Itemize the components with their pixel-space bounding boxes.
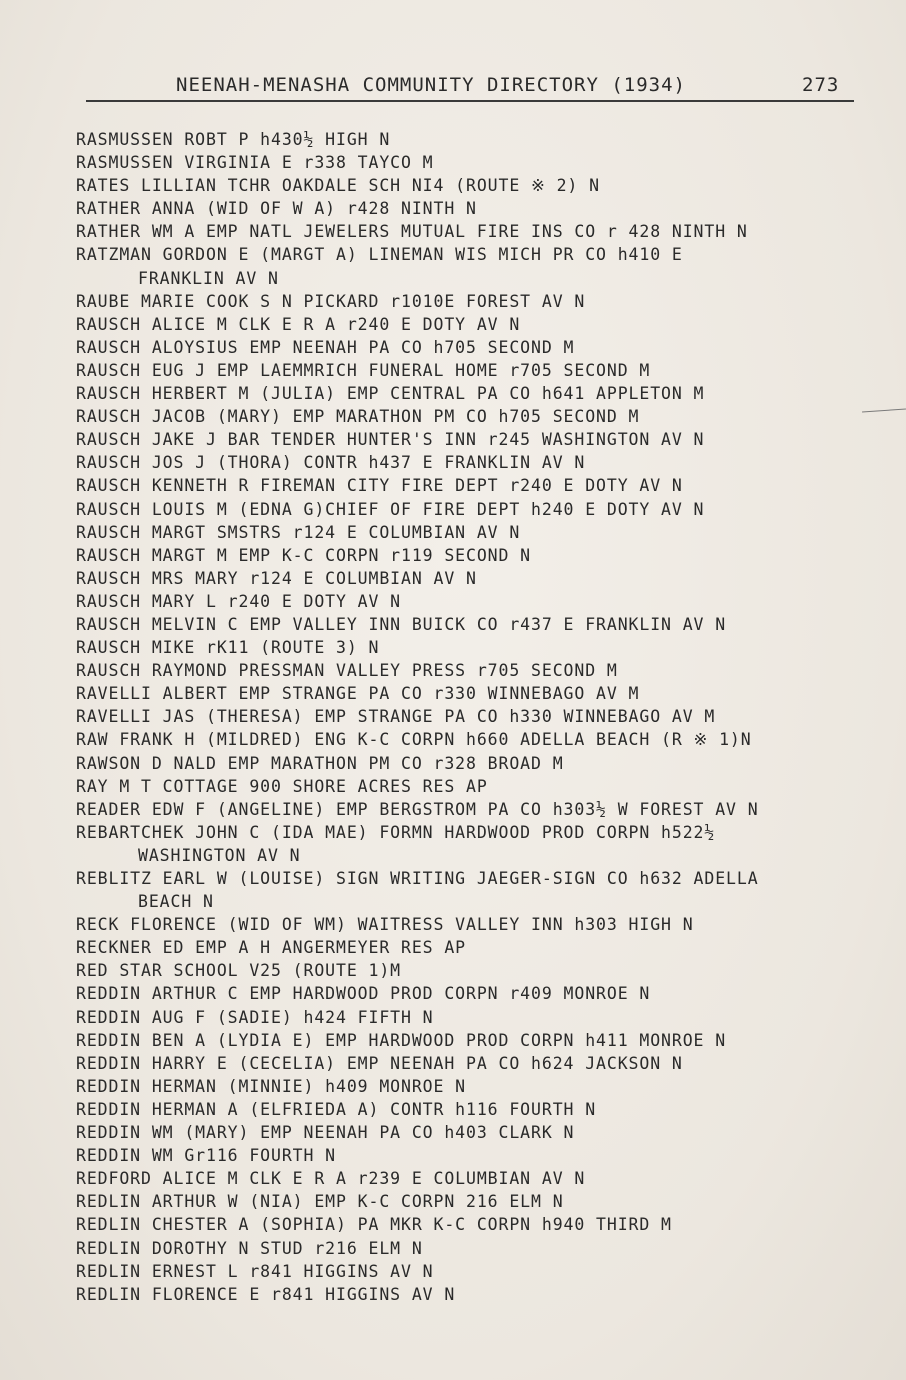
directory-entry-continuation: BEACH N: [138, 892, 214, 912]
directory-entry: REDLIN CHESTER A (SOPHIA) PA MKR K-C CORPN h940 THIRD M: [76, 1215, 672, 1235]
directory-entry: REDLIN ERNEST L r841 HIGGINS AV N: [76, 1261, 434, 1281]
directory-entry: REDDIN ARTHUR C EMP HARDWOOD PROD CORPN r409 MONROE N: [76, 984, 651, 1004]
page-number: 273: [802, 74, 840, 96]
directory-entry: RASMUSSEN VIRGINIA E r338 TAYCO M: [76, 153, 434, 173]
directory-entry: RAUSCH MARY L r240 E DOTY AV N: [76, 591, 402, 611]
directory-entry: RAUSCH ALOYSIUS EMP NEENAH PA CO h705 SECOND M: [76, 337, 575, 357]
directory-entries: [76, 128, 896, 1306]
directory-entry: REDDIN AUG F (SADIE) h424 FIFTH N: [76, 1007, 434, 1027]
directory-entry: REDDIN WM Gr116 FOURTH N: [76, 1146, 337, 1166]
directory-entry: RAUSCH JACOB (MARY) EMP MARATHON PM CO h705 SECOND M: [76, 407, 640, 427]
directory-entry: REDLIN FLORENCE E r841 HIGGINS AV N: [76, 1284, 456, 1304]
directory-entry: RAVELLI ALBERT EMP STRANGE PA CO r330 WINNEBAGO AV M: [76, 684, 640, 704]
directory-entry: RATHER ANNA (WID OF W A) r428 NINTH N: [76, 199, 477, 219]
directory-entry: RAWSON D NALD EMP MARATHON PM CO r328 BROAD M: [76, 753, 564, 773]
directory-entry: RAUSCH MELVIN C EMP VALLEY INN BUICK CO r437 E FRANKLIN AV N: [76, 614, 727, 634]
directory-entry: RAY M T COTTAGE 900 SHORE ACRES RES AP: [76, 776, 488, 796]
directory-entry: RATES LILLIAN TCHR OAKDALE SCH NI4 (ROUTE ※ 2) N: [76, 176, 600, 196]
directory-entry: RAUSCH KENNETH R FIREMAN CITY FIRE DEPT r240 E DOTY AV N: [76, 476, 683, 496]
directory-entry-continuation: WASHINGTON AV N: [138, 845, 301, 865]
directory-entry: RAVELLI JAS (THERESA) EMP STRANGE PA CO h330 WINNEBAGO AV M: [76, 707, 716, 727]
directory-entry: REDDIN HERMAN (MINNIE) h409 MONROE N: [76, 1076, 467, 1096]
directory-entry: RATZMAN GORDON E (MARGT A) LINEMAN WIS MICH PR CO h410 E: [76, 245, 683, 265]
directory-entry: REDLIN DOROTHY N STUD r216 ELM N: [76, 1238, 423, 1258]
directory-entry: REDDIN BEN A (LYDIA E) EMP HARDWOOD PROD CORPN h411 MONROE N: [76, 1030, 727, 1050]
directory-entry: RECK FLORENCE (WID OF WM) WAITRESS VALLEY INN h303 HIGH N: [76, 915, 694, 935]
header-rule: [86, 100, 854, 102]
directory-entry: REBLITZ EARL W (LOUISE) SIGN WRITING JAEGER-SIGN CO h632 ADELLA: [76, 869, 759, 888]
directory-entry: RED STAR SCHOOL V25 (ROUTE 1)M: [76, 961, 402, 981]
directory-entry: REDDIN HARRY E (CECELIA) EMP NEENAH PA CO h624 JACKSON N: [76, 1053, 683, 1073]
directory-entry: RAUSCH JOS J (THORA) CONTR h437 E FRANKLIN AV N: [76, 453, 586, 473]
directory-entry: RAUSCH RAYMOND PRESSMAN VALLEY PRESS r705 SECOND M: [76, 661, 618, 681]
directory-title: NEENAH-MENASHA COMMUNITY DIRECTORY (1934): [176, 74, 686, 96]
directory-entry: RAUSCH EUG J EMP LAEMMRICH FUNERAL HOME r705 SECOND M: [76, 360, 651, 380]
directory-entry: REDDIN WM (MARY) EMP NEENAH PA CO h403 CLARK N: [76, 1123, 575, 1143]
directory-entry: RAW FRANK H (MILDRED) ENG K-C CORPN h660 ADELLA BEACH (R ※ 1)N: [76, 730, 752, 750]
directory-entry: REDLIN ARTHUR W (NIA) EMP K-C CORPN 216 ELM N: [76, 1192, 564, 1212]
directory-entry: RAUBE MARIE COOK S N PICKARD r1010E FOREST AV N: [76, 291, 586, 311]
directory-entry: RAUSCH LOUIS M (EDNA G)CHIEF OF FIRE DEPT h240 E DOTY AV N: [76, 499, 705, 519]
directory-entry-continuation: FRANKLIN AV N: [138, 268, 279, 288]
directory-entry: REBARTCHEK JOHN C (IDA MAE) FORMN HARDWOOD PROD CORPN h522½: [76, 822, 716, 842]
directory-entry: REDFORD ALICE M CLK E R A r239 E COLUMBIAN AV N: [76, 1169, 586, 1189]
directory-entry: RECKNER ED EMP A H ANGERMEYER RES AP: [76, 938, 467, 958]
directory-entry: RATHER WM A EMP NATL JEWELERS MUTUAL FIRE INS CO r 428 NINTH N: [76, 222, 748, 242]
directory-entry: RAUSCH MRS MARY r124 E COLUMBIAN AV N: [76, 568, 477, 588]
directory-entry: RAUSCH JAKE J BAR TENDER HUNTER'S INN r245 WASHINGTON AV N: [76, 430, 705, 450]
directory-entry: RAUSCH MIKE rK11 (ROUTE 3) N: [76, 638, 380, 658]
directory-entry: RAUSCH MARGT M EMP K-C CORPN r119 SECOND N: [76, 545, 532, 565]
directory-entry: REDDIN HERMAN A (ELFRIEDA A) CONTR h116 FOURTH N: [76, 1099, 597, 1119]
page-header: [0, 64, 906, 104]
directory-entry: RASMUSSEN ROBT P h430½ HIGH N: [76, 130, 391, 149]
directory-entry: RAUSCH MARGT SMSTRS r124 E COLUMBIAN AV N: [76, 522, 521, 542]
directory-entry: READER EDW F (ANGELINE) EMP BERGSTROM PA CO h303½ W FOREST AV N: [76, 799, 759, 819]
directory-entry: RAUSCH HERBERT M (JULIA) EMP CENTRAL PA CO h641 APPLETON M: [76, 384, 705, 404]
directory-entry: RAUSCH ALICE M CLK E R A r240 E DOTY AV N: [76, 314, 521, 334]
